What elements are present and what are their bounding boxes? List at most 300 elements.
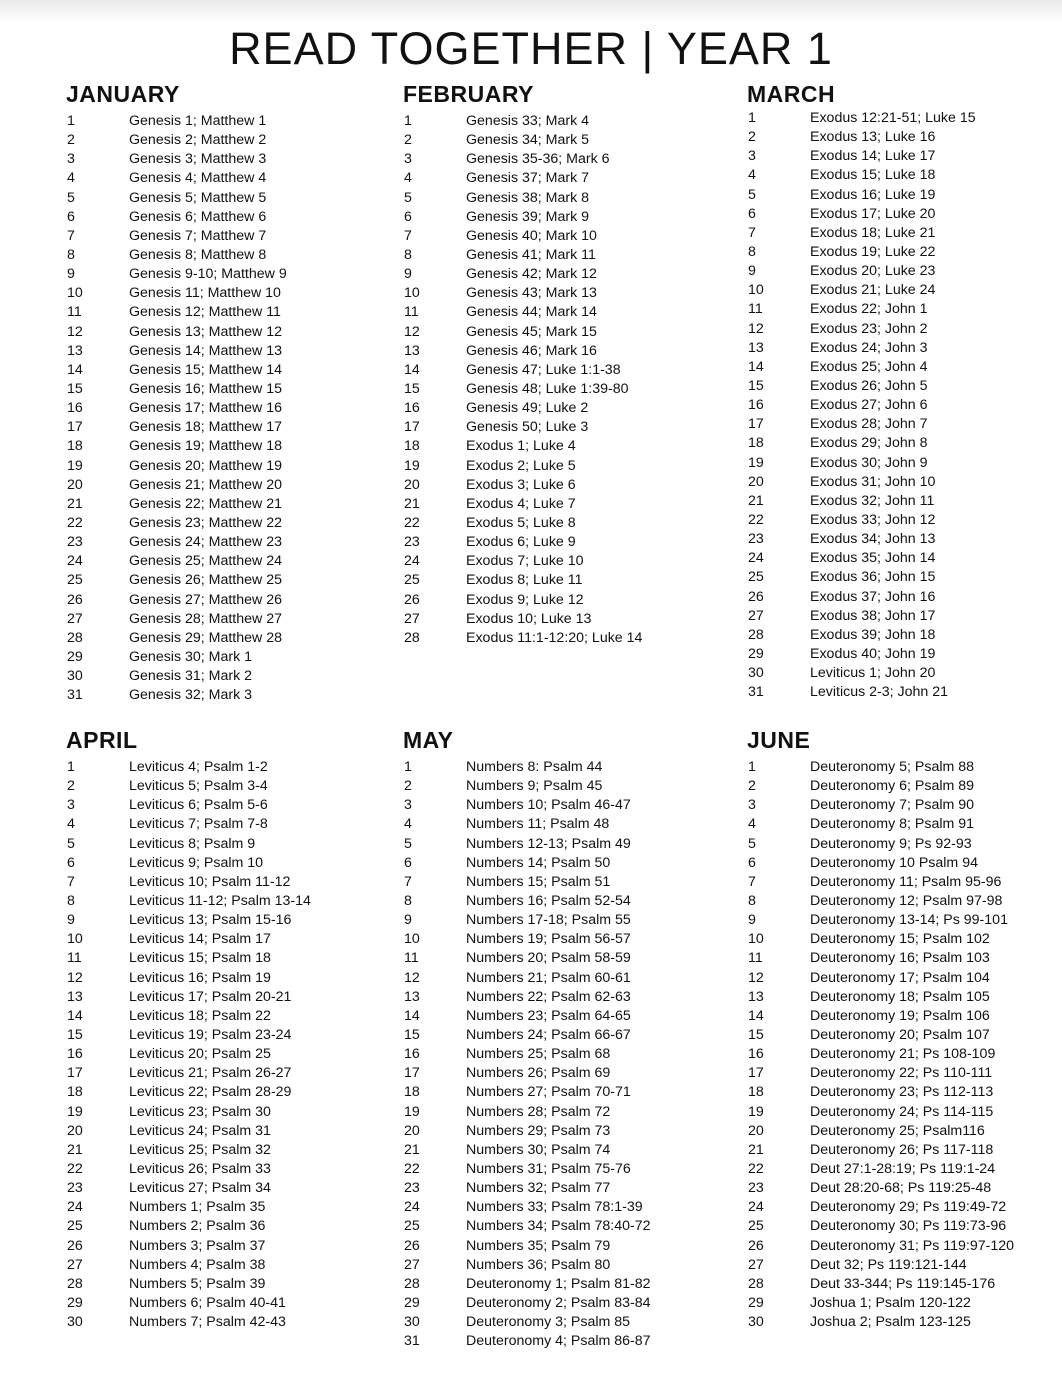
reading-text: Numbers 19; Psalm 56-57 — [466, 931, 631, 948]
reading-text: Deuteronomy 8; Psalm 91 — [810, 816, 975, 833]
reading-text: Numbers 11; Psalm 48 — [466, 816, 610, 833]
reading-text: Leviticus 7; Psalm 7-8 — [129, 816, 268, 833]
reading-row — [66, 1122, 396, 1141]
reading-text: Genesis 50; Luke 3 — [466, 419, 589, 436]
reading-row — [66, 969, 396, 988]
reading-row — [403, 1064, 733, 1083]
day-number: 3 — [67, 151, 75, 168]
reading-row — [747, 434, 1062, 453]
reading-text: Genesis 31; Mark 2 — [129, 668, 253, 685]
reading-row — [66, 854, 396, 873]
reading-text: Exodus 36; John 15 — [810, 569, 936, 586]
day-number: 27 — [67, 1256, 83, 1273]
reading-row — [403, 796, 733, 815]
reading-row — [747, 1217, 1062, 1236]
day-number: 26 — [404, 591, 420, 608]
reading-row — [66, 131, 396, 150]
reading-row — [747, 873, 1062, 892]
reading-text: Exodus 38; John 17 — [810, 607, 936, 624]
reading-text: Exodus 9; Luke 12 — [466, 591, 584, 608]
day-number: 4 — [748, 816, 756, 833]
reading-row — [747, 454, 1062, 473]
day-number: 14 — [748, 358, 764, 375]
reading-text: Deuteronomy 12; Psalm 97-98 — [810, 892, 1003, 909]
reading-row — [747, 109, 1062, 128]
reading-text: Numbers 23; Psalm 64-65 — [466, 1007, 631, 1024]
reading-row — [403, 169, 733, 188]
day-number: 18 — [67, 1084, 83, 1101]
day-number: 20 — [67, 476, 83, 493]
reading-text: Leviticus 2-3; John 21 — [810, 684, 949, 701]
day-number: 18 — [748, 1084, 764, 1101]
reading-text: Genesis 38; Mark 8 — [466, 189, 590, 206]
reading-row — [403, 227, 733, 246]
reading-row — [747, 777, 1062, 796]
reading-row — [66, 189, 396, 208]
reading-row — [66, 1275, 396, 1294]
reading-row — [66, 1198, 396, 1217]
day-number: 16 — [67, 400, 83, 417]
day-number: 30 — [748, 665, 764, 682]
reading-row — [403, 1332, 733, 1351]
reading-row — [66, 208, 396, 227]
reading-text: Leviticus 21; Psalm 26-27 — [129, 1065, 292, 1082]
reading-text: Numbers 27; Psalm 70-71 — [466, 1084, 631, 1101]
day-number: 18 — [748, 435, 764, 452]
day-number: 27 — [404, 1256, 420, 1273]
day-number: 30 — [404, 1314, 420, 1331]
reading-row — [747, 1294, 1062, 1313]
reading-text: Exodus 25; John 4 — [810, 358, 928, 375]
day-number: 15 — [748, 1026, 764, 1043]
reading-row — [403, 1160, 733, 1179]
day-number: 23 — [748, 531, 764, 548]
reading-text: Leviticus 20; Psalm 25 — [129, 1046, 271, 1063]
reading-row — [66, 1160, 396, 1179]
reading-text: Exodus 30; John 9 — [810, 454, 928, 471]
reading-text: Numbers 16; Psalm 52-54 — [466, 892, 631, 909]
reading-text: Deuteronomy 22; Ps 110-111 — [810, 1065, 993, 1082]
reading-row — [403, 930, 733, 949]
reading-text: Exodus 33; John 12 — [810, 511, 936, 528]
day-number: 4 — [404, 816, 412, 833]
reading-text: Genesis 29; Matthew 28 — [129, 629, 282, 646]
reading-text: Exodus 35; John 14 — [810, 550, 936, 567]
reading-text: Genesis 24; Matthew 23 — [129, 534, 282, 551]
reading-row — [747, 683, 1062, 702]
day-number: 3 — [748, 797, 756, 814]
reading-row — [747, 281, 1062, 300]
reading-row — [747, 1064, 1062, 1083]
day-number: 12 — [748, 969, 764, 986]
reading-text: Deuteronomy 19; Psalm 106 — [810, 1007, 990, 1024]
reading-row — [403, 552, 733, 571]
day-number: 5 — [67, 835, 75, 852]
reading-row — [66, 399, 396, 418]
reading-row — [747, 396, 1062, 415]
day-number: 13 — [404, 342, 420, 359]
reading-text: Leviticus 23; Psalm 30 — [129, 1103, 271, 1120]
reading-row — [747, 300, 1062, 319]
reading-row — [747, 473, 1062, 492]
reading-text: Genesis 30; Mark 1 — [129, 648, 253, 665]
reading-text: Genesis 43; Mark 13 — [466, 285, 597, 302]
reading-text: Numbers 35; Psalm 79 — [466, 1237, 611, 1254]
day-number: 20 — [404, 1122, 420, 1139]
day-number: 30 — [67, 1314, 83, 1331]
reading-row — [66, 495, 396, 514]
reading-text: Numbers 15; Psalm 51 — [466, 873, 611, 890]
reading-text: Numbers 14; Psalm 50 — [466, 854, 611, 871]
day-number: 22 — [404, 1160, 420, 1177]
day-number: 21 — [404, 1141, 420, 1158]
reading-text: Genesis 34; Mark 5 — [466, 132, 590, 149]
reading-text: Genesis 17; Matthew 16 — [129, 400, 282, 417]
day-number: 7 — [67, 227, 75, 244]
day-number: 6 — [67, 208, 75, 225]
reading-text: Deuteronomy 17; Psalm 104 — [810, 969, 990, 986]
reading-text: Genesis 21; Matthew 20 — [129, 476, 282, 493]
day-number: 15 — [404, 1026, 420, 1043]
day-number: 10 — [67, 931, 83, 948]
day-number: 20 — [748, 1122, 764, 1139]
day-number: 3 — [404, 151, 412, 168]
reading-text: Genesis 1; Matthew 1 — [129, 113, 267, 129]
reading-row — [747, 892, 1062, 911]
reading-text: Leviticus 15; Psalm 18 — [129, 950, 271, 967]
day-number: 6 — [748, 854, 756, 871]
reading-row — [403, 988, 733, 1007]
reading-row — [66, 930, 396, 949]
reading-text: Leviticus 19; Psalm 23-24 — [129, 1026, 292, 1043]
reading-text: Genesis 5; Matthew 5 — [129, 189, 267, 206]
day-number: 4 — [67, 170, 75, 187]
reading-text: Exodus 26; John 5 — [810, 377, 928, 394]
reading-row — [403, 342, 733, 361]
reading-text: Genesis 23; Matthew 22 — [129, 514, 282, 531]
day-number: 9 — [404, 266, 412, 283]
reading-list — [66, 758, 396, 1332]
day-number: 5 — [404, 189, 412, 206]
reading-text: Deuteronomy 23; Ps 112-113 — [810, 1084, 994, 1101]
day-number: 9 — [404, 912, 412, 929]
reading-row — [747, 147, 1062, 166]
reading-row — [66, 758, 396, 777]
reading-row — [747, 1045, 1062, 1064]
day-number: 1 — [67, 113, 75, 129]
day-number: 23 — [404, 534, 420, 551]
day-number: 28 — [748, 626, 764, 643]
day-number: 24 — [748, 550, 764, 567]
reading-row — [747, 530, 1062, 549]
day-number: 24 — [67, 1199, 83, 1216]
reading-text: Deut 32; Ps 119:121-144 — [810, 1256, 967, 1273]
reading-row — [747, 224, 1062, 243]
day-number: 7 — [404, 227, 412, 244]
day-number: 9 — [748, 912, 756, 929]
day-number: 23 — [67, 1180, 83, 1197]
day-number: 21 — [748, 492, 764, 509]
reading-row — [403, 1198, 733, 1217]
day-number: 27 — [748, 1256, 764, 1273]
reading-text: Numbers 25; Psalm 68 — [466, 1046, 611, 1063]
reading-text: Numbers 22; Psalm 62-63 — [466, 988, 631, 1005]
reading-text: Exodus 10; Luke 13 — [466, 610, 592, 627]
day-number: 15 — [67, 380, 83, 397]
day-number: 19 — [67, 1103, 83, 1120]
reading-text: Numbers 5; Psalm 39 — [129, 1275, 266, 1292]
day-number: 25 — [748, 569, 764, 586]
reading-text: Leviticus 18; Psalm 22 — [129, 1007, 271, 1024]
day-number: 28 — [404, 629, 420, 646]
day-number: 10 — [748, 931, 764, 948]
day-number: 27 — [67, 610, 83, 627]
month-april — [66, 726, 396, 1331]
reading-text: Leviticus 26; Psalm 33 — [129, 1160, 271, 1177]
reading-text: Deuteronomy 11; Psalm 95-96 — [810, 873, 1002, 890]
day-number: 14 — [404, 1007, 420, 1024]
reading-row — [66, 533, 396, 552]
reading-row — [747, 1141, 1062, 1160]
reading-row — [403, 1217, 733, 1236]
reading-row — [747, 1160, 1062, 1179]
reading-row — [747, 854, 1062, 873]
reading-text: Leviticus 6; Psalm 5-6 — [129, 797, 268, 814]
reading-row — [403, 514, 733, 533]
day-number: 20 — [404, 476, 420, 493]
day-number: 29 — [748, 645, 764, 662]
reading-text: Genesis 15; Matthew 14 — [129, 361, 282, 378]
month-june — [747, 726, 1062, 1331]
reading-text: Leviticus 1; John 20 — [810, 665, 936, 682]
reading-row — [66, 1237, 396, 1256]
reading-row — [66, 1256, 396, 1275]
reading-row — [403, 1313, 733, 1332]
reading-text: Numbers 6; Psalm 40-41 — [129, 1294, 286, 1311]
day-number: 4 — [67, 816, 75, 833]
reading-row — [403, 610, 733, 629]
day-number: 10 — [404, 931, 420, 948]
reading-row — [403, 437, 733, 456]
reading-row — [66, 911, 396, 930]
reading-row — [66, 1103, 396, 1122]
reading-text: Leviticus 8; Psalm 9 — [129, 835, 256, 852]
reading-text: Numbers 26; Psalm 69 — [466, 1065, 611, 1082]
reading-row — [403, 591, 733, 610]
reading-text: Genesis 2; Matthew 2 — [129, 132, 267, 149]
reading-row — [66, 112, 396, 131]
reading-text: Numbers 29; Psalm 73 — [466, 1122, 611, 1139]
reading-row — [403, 1045, 733, 1064]
reading-text: Leviticus 11-12; Psalm 13-14 — [129, 892, 311, 909]
reading-row — [403, 1275, 733, 1294]
reading-text: Exodus 8; Luke 11 — [466, 572, 583, 589]
reading-row — [403, 1026, 733, 1045]
reading-text: Genesis 41; Mark 11 — [466, 246, 596, 263]
day-number: 2 — [748, 778, 756, 795]
day-number: 3 — [67, 797, 75, 814]
reading-text: Deuteronomy 21; Ps 108-109 — [810, 1046, 996, 1063]
reading-row — [403, 892, 733, 911]
reading-row — [403, 303, 733, 322]
reading-row — [66, 777, 396, 796]
day-number: 23 — [748, 1180, 764, 1197]
reading-text: Deuteronomy 4; Psalm 86-87 — [466, 1333, 651, 1350]
reading-text: Numbers 8: Psalm 44 — [466, 759, 603, 775]
day-number: 10 — [748, 282, 764, 299]
day-number: 8 — [748, 243, 756, 260]
day-number: 27 — [748, 607, 764, 624]
reading-text: Leviticus 22; Psalm 28-29 — [129, 1084, 292, 1101]
reading-text: Genesis 8; Matthew 8 — [129, 246, 267, 263]
reading-text: Deut 27:1-28:19; Ps 119:1-24 — [810, 1160, 996, 1177]
reading-row — [403, 777, 733, 796]
reading-row — [403, 571, 733, 590]
reading-text: Leviticus 13; Psalm 15-16 — [129, 912, 292, 929]
reading-row — [403, 208, 733, 227]
reading-row — [66, 949, 396, 968]
day-number: 12 — [748, 320, 764, 337]
reading-row — [403, 533, 733, 552]
reading-text: Numbers 24; Psalm 66-67 — [466, 1026, 631, 1043]
reading-row — [747, 1313, 1062, 1332]
day-number: 20 — [748, 473, 764, 490]
reading-text: Genesis 9-10; Matthew 9 — [129, 266, 287, 283]
day-number: 16 — [67, 1046, 83, 1063]
day-number: 26 — [748, 1237, 764, 1254]
reading-text: Genesis 46; Mark 16 — [466, 342, 597, 359]
day-number: 8 — [67, 246, 75, 263]
reading-row — [66, 284, 396, 303]
day-number: 6 — [748, 205, 756, 222]
reading-row — [403, 361, 733, 380]
reading-text: Numbers 36; Psalm 80 — [466, 1256, 611, 1273]
reading-text: Deut 33-344; Ps 119:145-176 — [810, 1275, 996, 1292]
day-number: 18 — [404, 1084, 420, 1101]
month-heading: MAY — [403, 727, 454, 753]
reading-text: Exodus 29; John 8 — [810, 435, 928, 452]
reading-row — [66, 418, 396, 437]
reading-row — [747, 758, 1062, 777]
reading-row — [747, 1007, 1062, 1026]
day-number: 5 — [748, 835, 756, 852]
reading-row — [403, 1256, 733, 1275]
day-number: 19 — [404, 1103, 420, 1120]
reading-text: Numbers 21; Psalm 60-61 — [466, 969, 631, 986]
day-number: 13 — [748, 988, 764, 1005]
reading-text: Exodus 2; Luke 5 — [466, 457, 576, 474]
day-number: 20 — [67, 1122, 83, 1139]
reading-row — [66, 629, 396, 648]
top-shadow — [0, 0, 1062, 22]
day-number: 18 — [67, 438, 83, 455]
day-number: 8 — [67, 892, 75, 909]
reading-row — [747, 1198, 1062, 1217]
reading-text: Leviticus 5; Psalm 3-4 — [129, 778, 268, 795]
reading-text: Numbers 32; Psalm 77 — [466, 1180, 611, 1197]
day-number: 21 — [748, 1141, 764, 1158]
reading-text: Genesis 42; Mark 12 — [466, 266, 597, 283]
reading-text: Genesis 40; Mark 10 — [466, 227, 597, 244]
reading-row — [747, 626, 1062, 645]
reading-row — [66, 323, 396, 342]
reading-text: Exodus 34; John 13 — [810, 531, 936, 548]
reading-row — [403, 815, 733, 834]
day-number: 6 — [404, 208, 412, 225]
reading-row — [66, 815, 396, 834]
month-january — [66, 80, 396, 704]
reading-row — [403, 1007, 733, 1026]
day-number: 21 — [67, 1141, 83, 1158]
reading-text: Genesis 26; Matthew 25 — [129, 572, 282, 589]
day-number: 6 — [67, 854, 75, 871]
reading-text: Leviticus 14; Psalm 17 — [129, 931, 271, 948]
day-number: 6 — [404, 854, 412, 871]
reading-text: Exodus 1; Luke 4 — [466, 438, 576, 455]
day-number: 8 — [748, 892, 756, 909]
reading-row — [66, 1179, 396, 1198]
reading-text: Genesis 6; Matthew 6 — [129, 208, 267, 225]
reading-row — [403, 323, 733, 342]
reading-row — [747, 588, 1062, 607]
day-number: 14 — [67, 1007, 83, 1024]
day-number: 4 — [404, 170, 412, 187]
reading-row — [403, 1083, 733, 1102]
reading-text: Exodus 18; Luke 21 — [810, 224, 936, 241]
day-number: 8 — [404, 246, 412, 263]
reading-text: Exodus 27; John 6 — [810, 397, 928, 414]
day-number: 26 — [67, 591, 83, 608]
reading-row — [66, 380, 396, 399]
day-number: 8 — [404, 892, 412, 909]
day-number: 14 — [748, 1007, 764, 1024]
reading-text: Genesis 11; Matthew 10 — [129, 285, 281, 302]
reading-text: Numbers 20; Psalm 58-59 — [466, 950, 631, 967]
reading-row — [747, 1026, 1062, 1045]
day-number: 29 — [404, 1294, 420, 1311]
day-number: 31 — [67, 687, 83, 704]
reading-row — [66, 1217, 396, 1236]
reading-row — [747, 511, 1062, 530]
day-number: 26 — [67, 1237, 83, 1254]
reading-row — [747, 1103, 1062, 1122]
reading-row — [66, 265, 396, 284]
month-heading: JANUARY — [66, 81, 180, 107]
day-number: 5 — [67, 189, 75, 206]
reading-text: Deuteronomy 1; Psalm 81-82 — [466, 1275, 651, 1292]
reading-row — [403, 969, 733, 988]
reading-row — [66, 648, 396, 667]
reading-row — [403, 911, 733, 930]
reading-row — [747, 415, 1062, 434]
reading-text: Deuteronomy 25; Psalm116 — [810, 1122, 985, 1139]
reading-text: Deuteronomy 13-14; Ps 99-101 — [810, 912, 1008, 929]
month-heading: APRIL — [66, 727, 138, 753]
reading-text: Genesis 48; Luke 1:39-80 — [466, 380, 629, 397]
day-number: 14 — [404, 361, 420, 378]
reading-row — [747, 835, 1062, 854]
reading-text: Genesis 39; Mark 9 — [466, 208, 590, 225]
month-march — [747, 80, 1062, 701]
reading-list — [403, 112, 733, 648]
reading-row — [403, 418, 733, 437]
reading-text: Genesis 45; Mark 15 — [466, 323, 597, 340]
reading-text: Genesis 22; Matthew 21 — [129, 495, 282, 512]
reading-text: Numbers 12-13; Psalm 49 — [466, 835, 631, 852]
day-number: 31 — [748, 684, 764, 701]
day-number: 5 — [748, 186, 756, 203]
reading-text: Deuteronomy 5; Psalm 88 — [810, 759, 975, 775]
